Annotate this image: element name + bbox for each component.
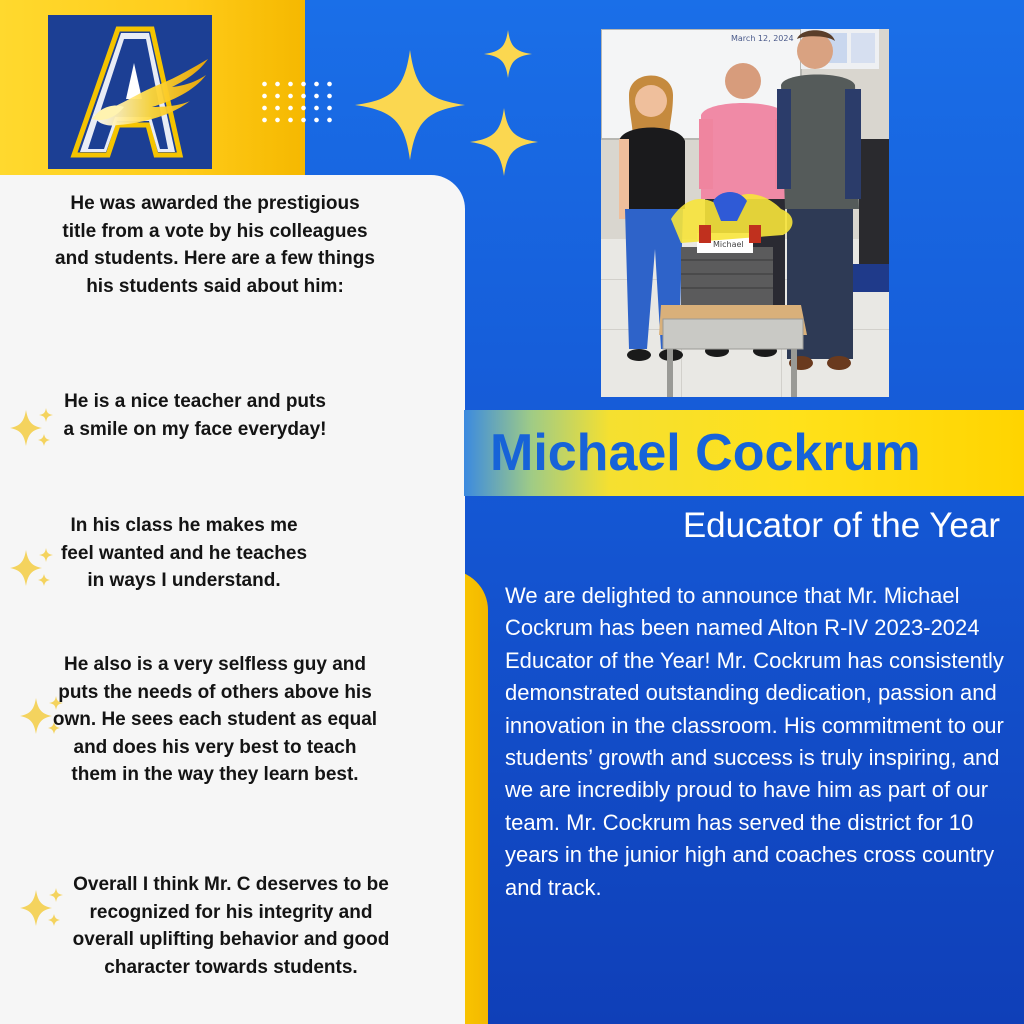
intro-text: He was awarded the prestigious title from a vote by his colleagues and students. Here are a few things his students said about him: [55, 193, 375, 297]
sparkle-icon [484, 30, 532, 78]
student-quote: He also is a very selfless guy and puts the needs of others above his own. He sees each student as equal and does his very best to teach them in the way they learn best. [52, 654, 378, 785]
student-quote: Overall I think Mr. C deserves to be recognized for his integrity and overall uplifting behavior and good character towards students. [72, 874, 390, 978]
student-quote: He is a nice teacher and puts a smile on my face everyday! [63, 391, 327, 440]
announcement-text: We are delighted to announce that Mr. Michael Cockrum has been named Alton R-IV 2023-2024 Educator of the Year! Mr. Cockrum has consistently demonstrated outstanding dedication, passion and innovation in the classroom. His commitment to our students’ growth and success is truly inspiring, and we are incredibly proud to have him as part of our team. Mr. Cockrum has served the district for 10 years in the junior high and coaches cross country and track. [505, 583, 1004, 900]
sparkle-icon [470, 108, 538, 176]
award-title: Educator of the Year [682, 506, 1000, 545]
whiteboard-date: March 12, 2024 [731, 34, 794, 43]
sparkles-icon [20, 886, 64, 930]
gift-card-label: Michael [713, 240, 744, 249]
student-quote: In his class he makes me feel wanted and he teaches in ways I understand. [60, 515, 308, 591]
sparkles-icon [10, 406, 54, 450]
dot-grid-decoration [258, 78, 336, 128]
school-logo [48, 15, 212, 169]
sparkles-icon [10, 546, 54, 590]
educator-name: Michael Cockrum [490, 424, 921, 482]
award-photo [601, 29, 889, 397]
sparkle-icon [355, 50, 465, 160]
